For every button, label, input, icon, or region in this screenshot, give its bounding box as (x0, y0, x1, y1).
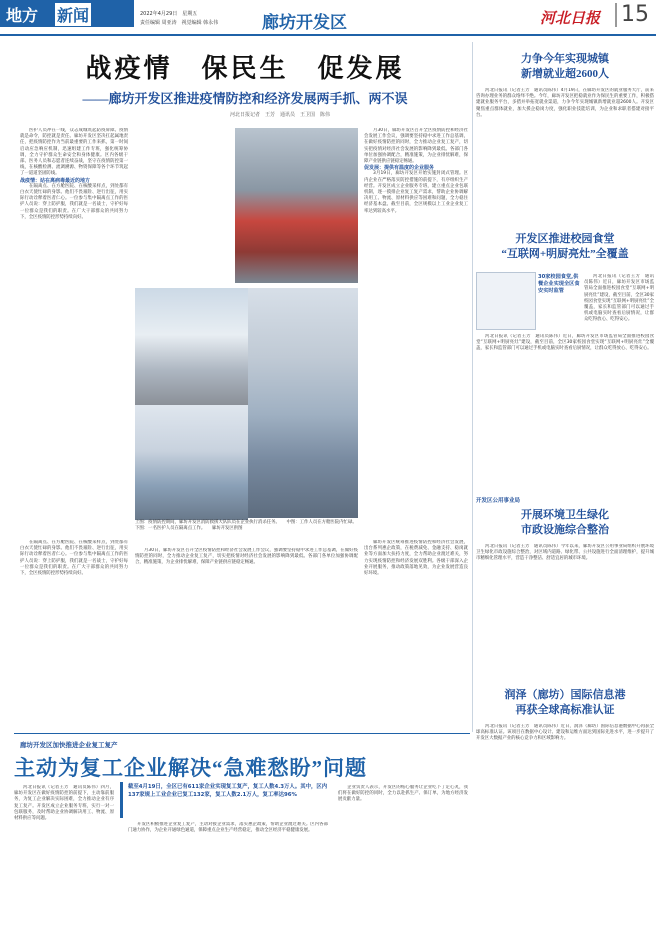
lead-section-heading: 促发展：提供有温度的企业服务 (364, 165, 435, 172)
page-title: 廊坊开发区 (262, 13, 347, 32)
headline-line: 开展环境卫生绿化 (521, 509, 609, 521)
right-story-3-headline (476, 508, 654, 538)
qr-code-box (476, 272, 536, 330)
story-paragraph: 企业负责人表示，开发区的贴心服务让企业吃下了定心丸，我们将在做好防控的同时，全力以赴抓生产、保订单，为地方经济发展贡献力量。 (338, 785, 468, 803)
fire-truck-photo (235, 128, 358, 283)
column-divider (472, 42, 473, 732)
story-paragraph: 河北日报讯（记者王芳 通讯员陈伟）今年以来，廊坊开发区公用事业局组织开展环境卫生绿化市政设施综合整治，对区域内道路、绿化带、公共设施进行全面清理维护，提升城市精细化管理水平，营造干净整洁、舒适宜居的城市环境。 (476, 544, 654, 562)
headline-line: 开发区推进校园食堂 (515, 233, 615, 245)
lead-column-3 (364, 540, 468, 720)
right-story-4-body (476, 724, 654, 924)
story-paragraph: 河北日报讯（记者王芳 通讯员陈伟）近日，润泽（廊坊）国际信息港数据中心再获全球高标准认证。该项目在数据中心设计、建设和运维方面达到国际先进水平，进一步提升了开发区大数据产业的核心竞争力和区域影响力。 (476, 724, 654, 742)
story-paragraph: 河北日报讯（记者王芳 通讯员陈伟）近日，廊坊开发区市场监管局全面推进校园食堂“互联网+明厨亮灶”建设，截至目前，全区30家校园食堂实现“互联网+明厨亮灶”全覆盖，家长和监管部门可以通过手机或电脑实时查看后厨情况，让群众吃得放心、吃得安心。 (476, 334, 654, 352)
right-story-3-kicker: 开发区公用事业局 (476, 498, 521, 504)
bottom-summary: 截至4月19日，全区已有611家企业实现复工复产，复工人数4.3万人。其中，区内137家规上工业企业已复工132家，复工人数2.1万人，复工率达96% (128, 784, 328, 798)
lead-paragraph: 在隔离点、在方舱医院、在核酸采样点，到处都有白衣天使忙碌的身影。他们不畏艰险、逆行出征，用实际行动诠释着医者仁心。一位参与集中隔离点工作的医护人员说：穿上防护服，我们就是一名战士，守护好每一位群众是我们的职责。在广大干部群众的共同努力下，全区疫情防控形势持续向好。 (20, 183, 128, 220)
lead-section-heading: 战疫情：站在离病毒最近的地方 (20, 177, 91, 184)
lead-paragraph: 医护人员冲在一线，众志成城筑起防疫屏障。疫情就是命令，防控就是责任。廊坊开发区坚决扛起属地责任，把疫情防控作为当前最重要的工作来抓，第一时间启动应急响应机制，迅速组建工作专班，强化统筹协调，全力守护群众生命安全和身体健康。区内各级干部、医务人员和志愿者连续奋战，坚守在疫情防控第一线，在核酸检测、流调溯源、物资保障等各个环节筑起了一道道坚固防线。 (20, 128, 128, 177)
story-paragraph: 河北日报讯（记者王芳 通讯员陈伟）近日，廊坊开发区市场监管局全面推进校园食堂“互联网+明厨亮灶”建设，截至目前，全区30家校园食堂实现“互联网+明厨亮灶”全覆盖，家长和监管部门可以通过手机或电脑实时查看后厨情况，让群众吃得放心、吃得安心。 (584, 274, 654, 323)
lead-column-2 (364, 128, 468, 428)
section-label-b: 新闻 (55, 3, 91, 26)
issue-date: 2022年4月29日 星期五 (140, 11, 198, 17)
medical-workers-photo (135, 288, 248, 405)
lead-column-1 (20, 128, 128, 508)
summary-bar (120, 782, 123, 818)
headline-line: 再获全球高标准认证 (515, 704, 615, 716)
masthead (0, 0, 656, 40)
bottom-column-3 (338, 785, 468, 925)
right-story-2-lead (584, 274, 654, 330)
lead-subhead: ——廊坊开发区推进疫情防控和经济发展两手抓、两不误 (82, 91, 408, 106)
bottom-column-1 (14, 785, 114, 925)
bottom-rule (14, 733, 470, 734)
lead-headline: 战疫情 保民生 促发展 (85, 54, 405, 83)
headline-line: 市政设施综合整治 (521, 524, 609, 536)
right-story-3-body (476, 544, 654, 680)
masthead-rule (0, 34, 656, 36)
photo-caption: 上图：疫情防控期间，廊坊开发区消防救援大队队员在企业执行消杀任务。 中图：工作人员在方舱医院内忙碌。 下图：一名医护人员在隔离点工作。 廊坊开发区供图 (135, 520, 364, 531)
lead-column-1b (20, 540, 128, 720)
lead-paragraph: 在隔离点、在方舱医院、在核酸采样点，到处都有白衣天使忙碌的身影。他们不畏艰险、逆行出征，用实际行动诠释着医者仁心。一位参与集中隔离点工作的医护人员说：穿上防护服，我们就是一名战士，守护好每一位群众是我们的职责。在广大干部群众的共同努力下，全区疫情防控形势持续向好。 (20, 540, 128, 577)
qr-caption: 30家校园食堂,供餐企业实现全区食安实时监管 (538, 274, 580, 294)
right-story-1-headline (476, 52, 654, 82)
right-story-1-body (476, 88, 654, 222)
newspaper-logo: 河北日报 (540, 11, 601, 27)
bottom-kicker: 廊坊开发区加快推进企业复工复产 (20, 741, 118, 749)
story-paragraph: 河北日报讯（记者王芳 通讯员陈伟）四月，廊坊开发区在做好疫情防控的前提下，主动靠前服务，为复工企业解决实际困难，全力推动企业有序复工复产。开发区成立企业服务专班，实行一对一包联服务，及时帮助企业协调解决用工、物流、原材料供应等问题。 (14, 785, 114, 822)
headline-line: 力争今年实现城镇 (521, 53, 609, 65)
lead-paragraph: 月30日，廊坊开发区召开全区疫情防控和经济社会发展工作会议，强调要坚持稳中求进工作总基调，在做好疫情防控的同时，全力推动企业复工复产，切实把疫情对经济社会发展的影响降到最低。各部门各单位加强协调配合，精准施策，为企业排忧解难，保障产业链供应链稳定畅通。 (135, 548, 358, 566)
right-story-2-headline (476, 232, 654, 262)
hospital-ward-photo (135, 405, 248, 520)
headline-line: 润泽（廊坊）国际信息港 (504, 689, 626, 701)
section-label-a: 地方 (6, 8, 39, 25)
story-paragraph: 开发区积极推进企业复工复产，主动对接企业需求，落实惠企政策，帮助企业渡过难关。区内各部门通力协作，为企业开通绿色通道，保障重点企业生产经营稳定，推动全区经济平稳健康发展。 (128, 822, 328, 834)
bottom-headline: 主动为复工企业解决“急难愁盼”问题 (14, 756, 367, 780)
headline-line: 新增就业超2600人 (521, 68, 609, 80)
lead-paragraph: 廊坊开发区统筹推进疫情防控和经济社会发展，出台系列惠企政策，在税费减免、金融支持、稳岗就业等方面加大扶持力度，全力帮助企业渡过难关，努力实现疫情防控和经济发展双胜利。各级干部深入企业开展服务，推动政策落地见效，为企业发展营造良好环境。 (364, 540, 468, 577)
factory-worker-photo (248, 288, 358, 518)
headline-line: “互联网+明厨亮灶”全覆盖 (501, 248, 629, 260)
right-story-2-body (476, 334, 654, 484)
story-paragraph: 河北日报讯（记者王芳 通讯员陈伟）4月19日，在廊坊开发区的就业服务大厅，前来咨询办理业务的群众络绎不绝。今年，廊坊开发区把稳就业作为保民生的重要工作，积极搭建就业服务平台，多措并举拓宽就业渠道，力争今年实现城镇新增就业超2600人。开发区聚焦重点群体就业，加大援企稳岗力度，强化职业技能培训，为企业和求职者搭建对接平台。 (476, 88, 654, 118)
lead-column-mid (135, 548, 358, 720)
right-story-4-headline (476, 688, 654, 718)
bottom-column-2 (128, 822, 328, 926)
lead-paragraph: 月30日，廊坊开发区召开全区疫情防控和经济社会发展工作会议，强调要坚持稳中求进工作总基调，在做好疫情防控的同时，全力推动企业复工复产，切实把疫情对经济社会发展的影响降到最低。各部门各单位加强协调配合，精准施策，为企业排忧解难，保障产业链供应链稳定畅通。 (364, 128, 468, 165)
lead-byline: 河北日报记者 王芳 通讯员 王卫国 陈伟 (229, 112, 330, 118)
lead-paragraph: 3月19日，廊坊开发区开始实施封闭式管理。区内企业在严格落实防控措施的前提下，有序组织生产经营。开发区成立企业服务专班，建立重点企业包联机制，逐一摸排企业复工复产需求，帮助企业协调解决用工、物流、原材料供应等困难和问题，全力稳住经济基本盘。截至目前，全区规模以上工业企业复工率达到较高水平。 (364, 171, 468, 214)
editor-credits: 责任编辑 周亚涛 视觉编辑 韩永伟 (140, 20, 219, 26)
page-number: 15 (615, 3, 649, 27)
